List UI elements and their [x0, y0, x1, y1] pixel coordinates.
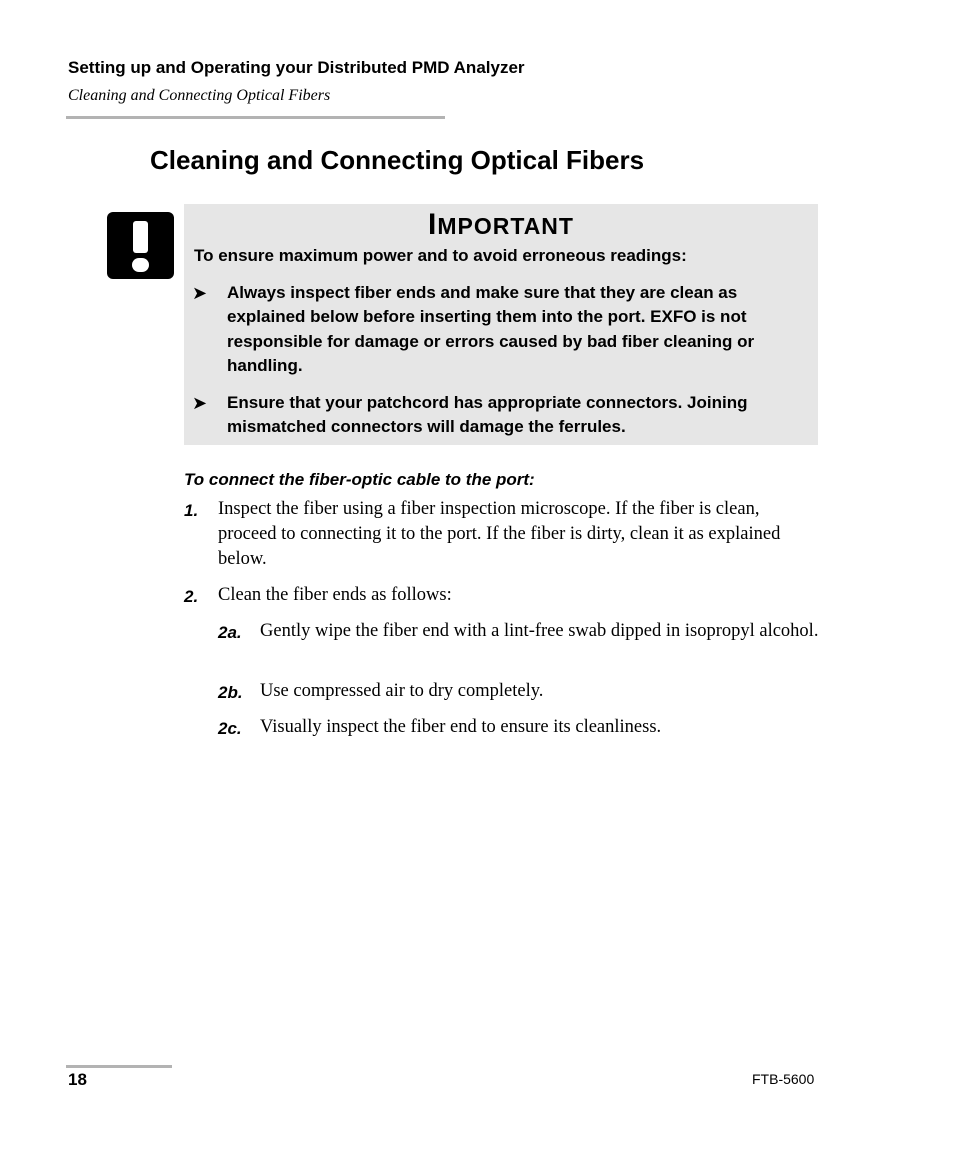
- running-header-chapter: Setting up and Operating your Distributed PMD Analyzer: [68, 58, 525, 77]
- section-title: Cleaning and Connecting Optical Fibers: [150, 145, 645, 175]
- footer-divider: [66, 1065, 172, 1068]
- arrow-bullet-icon: ➤: [192, 283, 208, 303]
- important-title-rest: MPORTANT: [437, 213, 574, 239]
- substep-text: Visually inspect the fiber end to ensure its cleanliness.: [260, 717, 662, 737]
- step-number: 2.: [184, 587, 199, 606]
- important-item-text: Ensure that your patchcord has appropriate connectors. Joining mismatched connectors will damage the ferrules.: [227, 393, 748, 437]
- step-text: Inspect the fiber using a fiber inspection microscope. If the fiber is clean, proceed to connecting it to the port. If the fiber is dirty, clean it as explained below.: [218, 499, 781, 569]
- important-title: [184, 208, 818, 242]
- important-item-text: Always inspect fiber ends and make sure that they are clean as explained below before inserting them into the port. EXFO is not responsible for damage or errors caused by bad fiber cleaning or handling.: [227, 283, 755, 376]
- important-intro: To ensure maximum power and to avoid erroneous readings:: [194, 246, 687, 265]
- substep-number: 2c.: [218, 719, 242, 738]
- running-header-section: Cleaning and Connecting Optical Fibers: [68, 87, 331, 104]
- arrow-bullet-icon: ➤: [192, 393, 208, 413]
- page-number: 18: [68, 1070, 87, 1089]
- important-notice: [184, 204, 818, 445]
- document-code: FTB-5600: [752, 1071, 815, 1087]
- substep-text: Gently wipe the fiber end with a lint-free swab dipped in isopropyl alcohol.: [260, 621, 819, 641]
- substep-number: 2b.: [218, 683, 243, 702]
- header-divider: [66, 116, 445, 119]
- step-text: Clean the fiber ends as follows:: [218, 585, 452, 605]
- exclamation-dot: [132, 258, 149, 272]
- step-number: 1.: [184, 501, 199, 520]
- important-title-initial: I: [428, 208, 438, 241]
- substep-text: Use compressed air to dry completely.: [260, 681, 544, 701]
- substep-number: 2a.: [218, 623, 242, 642]
- exclamation-bar: [133, 221, 148, 253]
- procedure-title: To connect the fiber-optic cable to the port:: [184, 470, 535, 489]
- exclamation-icon: [107, 212, 174, 279]
